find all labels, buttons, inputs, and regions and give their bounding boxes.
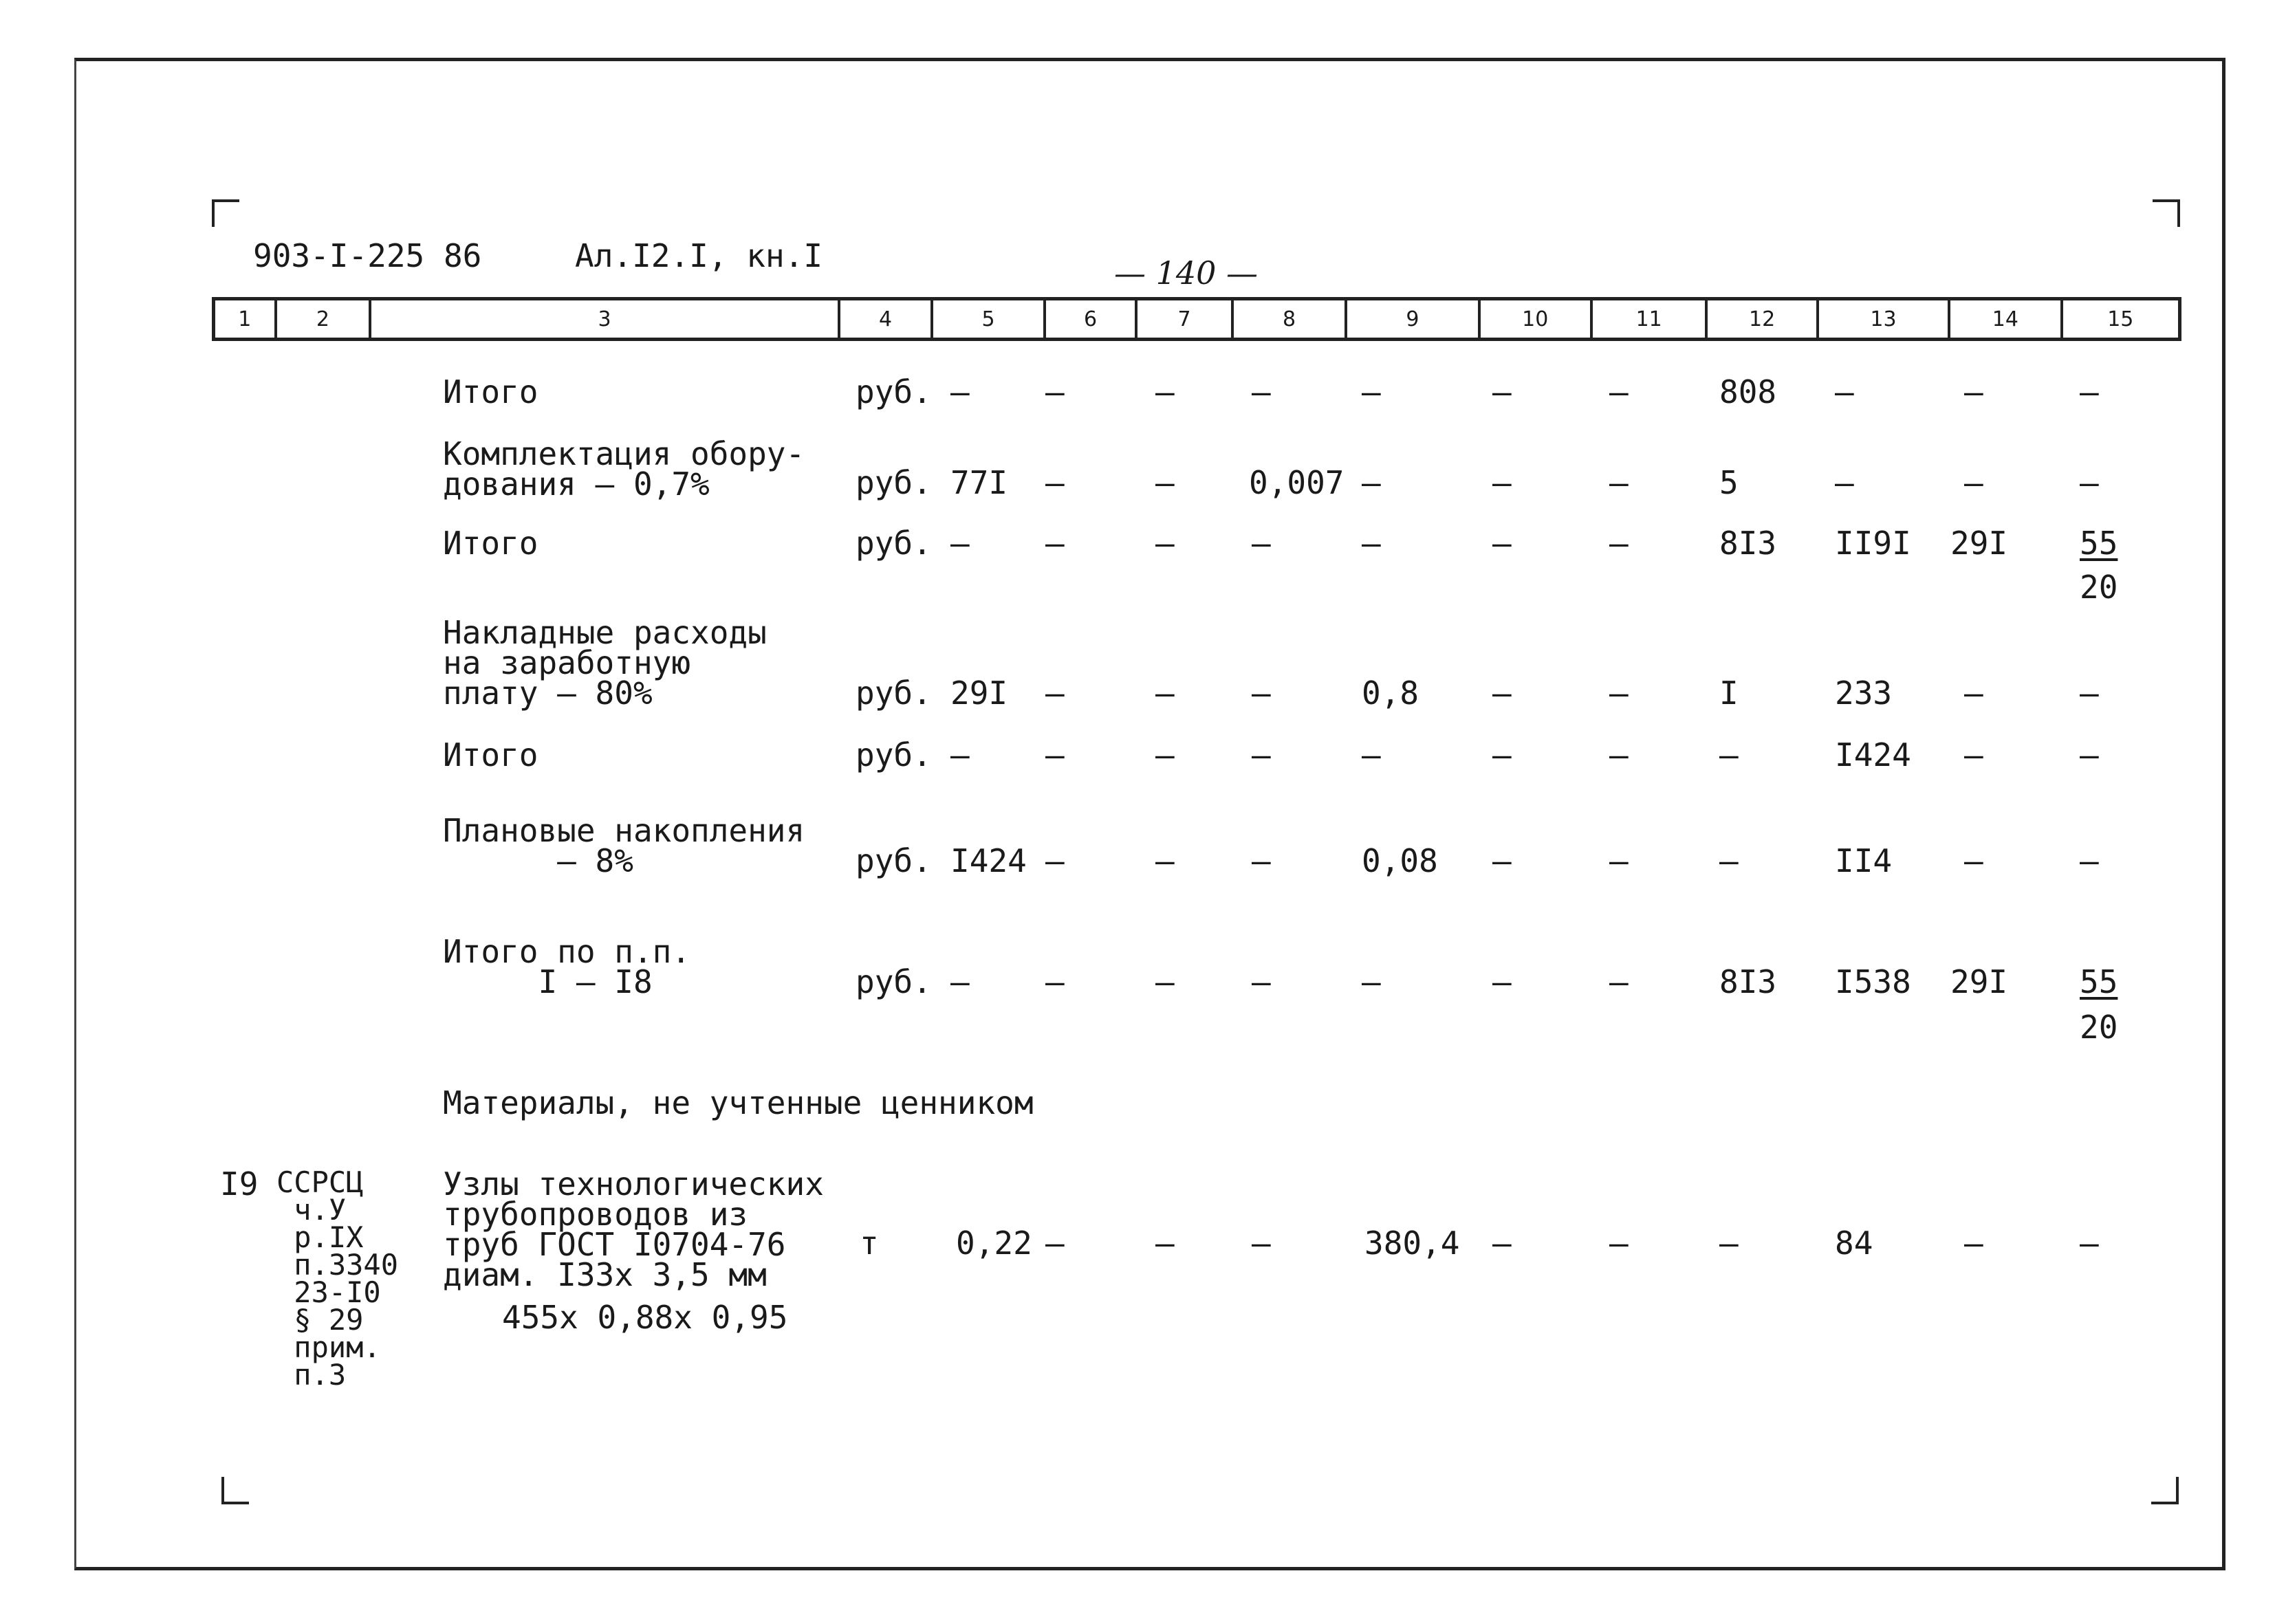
cell-col5: 29I xyxy=(950,674,1008,712)
row-unit: руб. xyxy=(856,464,932,501)
cell-col10: – xyxy=(1492,842,1512,879)
cell-col9: – xyxy=(1362,464,1381,501)
column-header: 9 xyxy=(1347,300,1480,338)
column-header: 7 xyxy=(1138,300,1234,338)
cell-col12: 8I3 xyxy=(1719,525,1777,562)
column-header: 4 xyxy=(840,300,934,338)
cell-col7: – xyxy=(1155,963,1175,1000)
column-header: 5 xyxy=(933,300,1045,338)
cell-col15: – xyxy=(2080,373,2099,410)
cell-col9: – xyxy=(1362,736,1381,773)
row-unit: руб. xyxy=(856,736,932,773)
cell-col11: – xyxy=(1609,1225,1629,1262)
row-description: Итого xyxy=(443,373,538,410)
column-header: 13 xyxy=(1819,300,1950,338)
cell-col11: – xyxy=(1609,842,1629,879)
cell-col6: – xyxy=(1045,736,1065,773)
cell-col14: – xyxy=(1964,736,1983,773)
cell-col15: – xyxy=(2080,842,2099,879)
cell-col5: – xyxy=(950,736,970,773)
cell-col8: – xyxy=(1252,674,1271,712)
cell-col13: I538 xyxy=(1835,963,1911,1000)
document-code: 903-I-225 86 xyxy=(253,237,482,274)
row-unit: руб. xyxy=(856,842,932,879)
column-header: 11 xyxy=(1593,300,1708,338)
cell-col8: 0,007 xyxy=(1249,464,1345,501)
cell-col8: – xyxy=(1252,842,1271,879)
cell-col5: – xyxy=(950,373,970,410)
cell-col5: – xyxy=(950,963,970,1000)
cell-col6: – xyxy=(1045,464,1065,501)
cell-col13: – xyxy=(1835,373,1854,410)
cell-col13: – xyxy=(1835,464,1854,501)
item-calculation: 455х 0,88х 0,95 xyxy=(502,1299,788,1336)
cell-col11: – xyxy=(1609,373,1629,410)
cell-col12: – xyxy=(1719,842,1739,879)
cell-col14: – xyxy=(1964,373,1983,410)
cell-col10: – xyxy=(1492,1225,1512,1262)
column-header: 12 xyxy=(1708,300,1818,338)
cell-col15: – xyxy=(2080,1225,2099,1262)
column-header: 3 xyxy=(371,300,840,338)
column-header: 10 xyxy=(1481,300,1593,338)
row-description: Комплектация обору- дования – 0,7% xyxy=(443,435,805,503)
row-description: Итого по п.п. I – I8 xyxy=(443,933,691,1000)
cell-col9: 0,8 xyxy=(1362,674,1419,712)
cell-col7: – xyxy=(1155,1225,1175,1262)
cell-col7: – xyxy=(1155,464,1175,501)
row-unit: руб. xyxy=(856,963,932,1000)
cell-col9: 0,08 xyxy=(1362,842,1438,879)
cell-col10: – xyxy=(1492,736,1512,773)
column-header: 14 xyxy=(1950,300,2062,338)
cell-col13: I424 xyxy=(1835,736,1911,773)
item-description: Узлы технологических трубопроводов из труб ГОСТ I0704-76 диам. I33х 3,5 мм xyxy=(443,1165,824,1293)
cell-col11: – xyxy=(1609,525,1629,562)
cell-col5: 0,22 xyxy=(956,1225,1032,1262)
cell-col13: 84 xyxy=(1835,1225,1873,1262)
item-reference: ССРСЦ ч.У р.IX п.3340 23-I0 § 29 прим. п.3 xyxy=(276,1165,399,1392)
cell-col9: 380,4 xyxy=(1364,1225,1460,1262)
row-unit: руб. xyxy=(856,674,932,712)
cell-col5: – xyxy=(950,525,970,562)
corner-mark-top-left xyxy=(212,199,239,227)
cell-col14: – xyxy=(1964,464,1983,501)
page-number: — 140 — xyxy=(1114,254,1259,292)
cell-col12: 808 xyxy=(1719,373,1777,410)
cell-col8: – xyxy=(1252,1225,1271,1262)
cell-col6: – xyxy=(1045,963,1065,1000)
cell-col7: – xyxy=(1155,842,1175,879)
column-header: 6 xyxy=(1046,300,1138,338)
row-description: Плановые накопления – 8% xyxy=(443,812,805,879)
corner-mark-bottom-right xyxy=(2151,1477,2179,1504)
cell-col14: 29I xyxy=(1950,525,2008,562)
item-number: I9 xyxy=(220,1165,259,1203)
cell-col15-numerator: 55 xyxy=(2080,963,2118,1000)
album-reference: Ал.I2.I, кн.I xyxy=(575,237,823,274)
cell-col15: – xyxy=(2080,736,2099,773)
row-description: Итого xyxy=(443,525,538,562)
section-title: Материалы, не учтенные ценником xyxy=(443,1084,1034,1121)
cell-col8: – xyxy=(1252,963,1271,1000)
cell-col9: – xyxy=(1362,963,1381,1000)
cell-col12: 5 xyxy=(1719,464,1739,501)
cell-col10: – xyxy=(1492,373,1512,410)
cell-col14: – xyxy=(1964,1225,1983,1262)
cell-col12: – xyxy=(1719,736,1739,773)
cell-col6: – xyxy=(1045,525,1065,562)
cell-col15: – xyxy=(2080,464,2099,501)
cell-col10: – xyxy=(1492,464,1512,501)
column-header: 2 xyxy=(277,300,372,338)
cell-col15-denominator: 20 xyxy=(2080,1009,2118,1046)
cell-col14: – xyxy=(1964,674,1983,712)
cell-col15-numerator: 55 xyxy=(2080,525,2118,562)
cell-col12: 8I3 xyxy=(1719,963,1777,1000)
cell-col6: – xyxy=(1045,373,1065,410)
column-header: 8 xyxy=(1234,300,1347,338)
cell-col7: – xyxy=(1155,525,1175,562)
cell-col7: – xyxy=(1155,674,1175,712)
cell-col12: I xyxy=(1719,674,1739,712)
cell-col6: – xyxy=(1045,842,1065,879)
row-unit: руб. xyxy=(856,525,932,562)
cell-col11: – xyxy=(1609,674,1629,712)
cell-col6: – xyxy=(1045,1225,1065,1262)
cell-col9: – xyxy=(1362,525,1381,562)
row-unit: т xyxy=(860,1225,879,1262)
cell-col15-denominator: 20 xyxy=(2080,569,2118,606)
cell-col5: I424 xyxy=(950,842,1027,879)
cell-col11: – xyxy=(1609,736,1629,773)
row-description: Итого xyxy=(443,736,538,773)
corner-mark-top-right xyxy=(2153,199,2180,227)
cell-col8: – xyxy=(1252,525,1271,562)
cell-col10: – xyxy=(1492,674,1512,712)
cell-col14: – xyxy=(1964,842,1983,879)
column-header: 1 xyxy=(215,300,277,338)
corner-mark-bottom-left xyxy=(221,1477,249,1504)
cell-col9: – xyxy=(1362,373,1381,410)
row-unit: руб. xyxy=(856,373,932,410)
cell-col11: – xyxy=(1609,963,1629,1000)
cell-col10: – xyxy=(1492,963,1512,1000)
row-description: Накладные расходы на заработную плату – 80% xyxy=(443,614,767,712)
cell-col12: – xyxy=(1719,1225,1739,1262)
cell-col8: – xyxy=(1252,736,1271,773)
cell-col7: – xyxy=(1155,373,1175,410)
cell-col13: 233 xyxy=(1835,674,1893,712)
cell-col14: 29I xyxy=(1950,963,2008,1000)
cell-col10: – xyxy=(1492,525,1512,562)
cell-col7: – xyxy=(1155,736,1175,773)
cell-col15: – xyxy=(2080,674,2099,712)
cell-col13: II9I xyxy=(1835,525,1911,562)
cell-col8: – xyxy=(1252,373,1271,410)
column-header: 15 xyxy=(2107,307,2134,331)
cell-col6: – xyxy=(1045,674,1065,712)
column-header-row xyxy=(212,297,2181,341)
cell-col5: 77I xyxy=(950,464,1008,501)
cell-col13: II4 xyxy=(1835,842,1893,879)
cell-col11: – xyxy=(1609,464,1629,501)
